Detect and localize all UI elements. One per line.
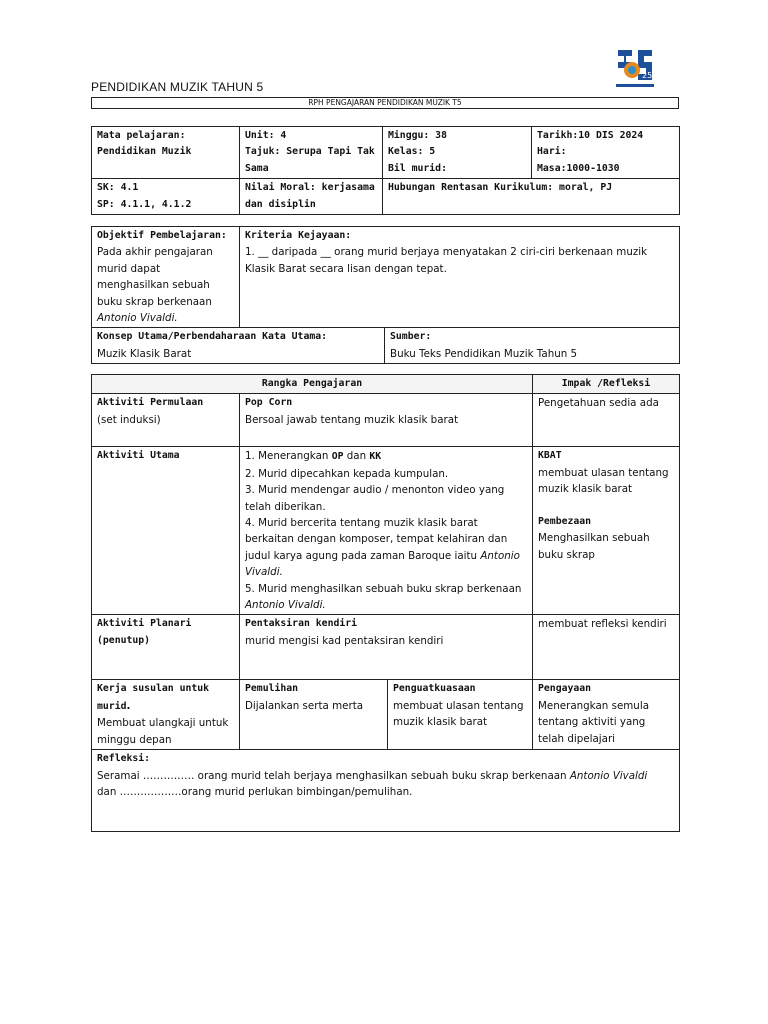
unit-cell: Unit: 4 Tajuk: Serupa Tapi Tak Sama <box>240 127 383 179</box>
document-header: PENDIDIKAN MUZIK TAHUN 5 <box>91 80 264 94</box>
sk-sp-cell: SK: 4.1 SP: 4.1.1, 4.1.2 <box>92 179 240 215</box>
pemulihan-cell: Pemulihan Dijalankan serta merta <box>240 680 388 750</box>
planari-impak-cell: membuat refleksi kendiri <box>533 615 680 680</box>
hubungan-cell: Hubungan Rentasan Kurikulum: moral, PJ <box>383 179 680 215</box>
svg-text:25: 25 <box>642 71 653 80</box>
utama-label-cell: Aktiviti Utama <box>92 447 240 615</box>
planari-label-cell: Aktiviti Planari (penutup) <box>92 615 240 680</box>
sumber-cell: Sumber: Buku Teks Pendidikan Muzik Tahun 5 <box>385 328 680 364</box>
impak-header: Impak /Refleksi <box>533 375 680 394</box>
lesson-table <box>91 374 680 832</box>
school-logo-icon <box>612 44 658 90</box>
pengayaan-cell: Pengayaan Menerangkan semula tentang aktiviti yang telah dipelajari <box>533 680 680 750</box>
rph-title: RPH PENGAJARAN PENDIDIKAN MUZIK T5 <box>92 98 679 109</box>
utama-impak-cell: KBAT membuat ulasan tentang muzik klasik barat Pembezaan Menghasilkan sebuah buku skrap <box>533 447 680 615</box>
kriteria-cell: Kriteria Kejayaan: 1. __ daripada __ orang murid berjaya menyatakan 2 ciri-ciri berkenaan muzik Klasik Barat secara lisan dengan tepat. <box>240 227 680 328</box>
rangka-header: Rangka Pengajaran <box>92 375 533 394</box>
minggu-cell: Minggu: 38 Kelas: 5 Bil murid: <box>383 127 532 179</box>
nilai-moral-cell: Nilai Moral: kerjasama dan disiplin <box>240 179 383 215</box>
penguatkuasaan-cell: Penguatkuasaan membuat ulasan tentang muzik klasik barat <box>388 680 533 750</box>
permulaan-label-cell: Aktiviti Permulaan (set induksi) <box>92 394 240 447</box>
refleksi-cell: Refleksi: Seramai …………… orang murid telah berjaya menghasilkan sebuah buku skrap berkenaan Antonio Vivaldi dan ………………orang murid perlukan bimbingan/pemulihan. <box>92 750 680 832</box>
kerja-susulan-cell: Kerja susulan untuk murid. Membuat ulangkaji untuk minggu depan <box>92 680 240 750</box>
objektif-cell: Objektif Pembelajaran: Pada akhir pengajaran murid dapat menghasilkan sebuah buku skrap berkenaan Antonio Vivaldi. <box>92 227 240 328</box>
tarikh-cell: Tarikh:10 DIS 2024 Hari: Masa:1000-1030 <box>532 127 680 179</box>
konsep-cell: Konsep Utama/Perbendaharaan Kata Utama: Muzik Klasik Barat <box>92 328 385 364</box>
mata-pelajaran-cell: Mata pelajaran: Pendidikan Muzik <box>92 127 240 179</box>
info-table <box>91 126 680 215</box>
permulaan-content-cell: Pop Corn Bersoal jawab tentang muzik klasik barat <box>240 394 533 447</box>
planari-content-cell: Pentaksiran kendiri murid mengisi kad pentaksiran kendiri <box>240 615 533 680</box>
objective-table <box>91 226 680 364</box>
rph-title-table <box>91 97 679 109</box>
permulaan-impak-cell: Pengetahuan sedia ada <box>533 394 680 447</box>
utama-content-cell: 1. Menerangkan OP dan KK 2. Murid dipecahkan kepada kumpulan. 3. Murid mendengar audio / menonton video yang telah diberikan. 4. Murid bercerita tentang muzik klasik barat berkaitan dengan komposer, tempat kelahiran dan judul karya agung pada zaman Baroque iaitu Antonio Vivaldi. 5. Murid menghasilkan sebuah buku skrap berkenaan Antonio Vivaldi. <box>240 447 533 615</box>
